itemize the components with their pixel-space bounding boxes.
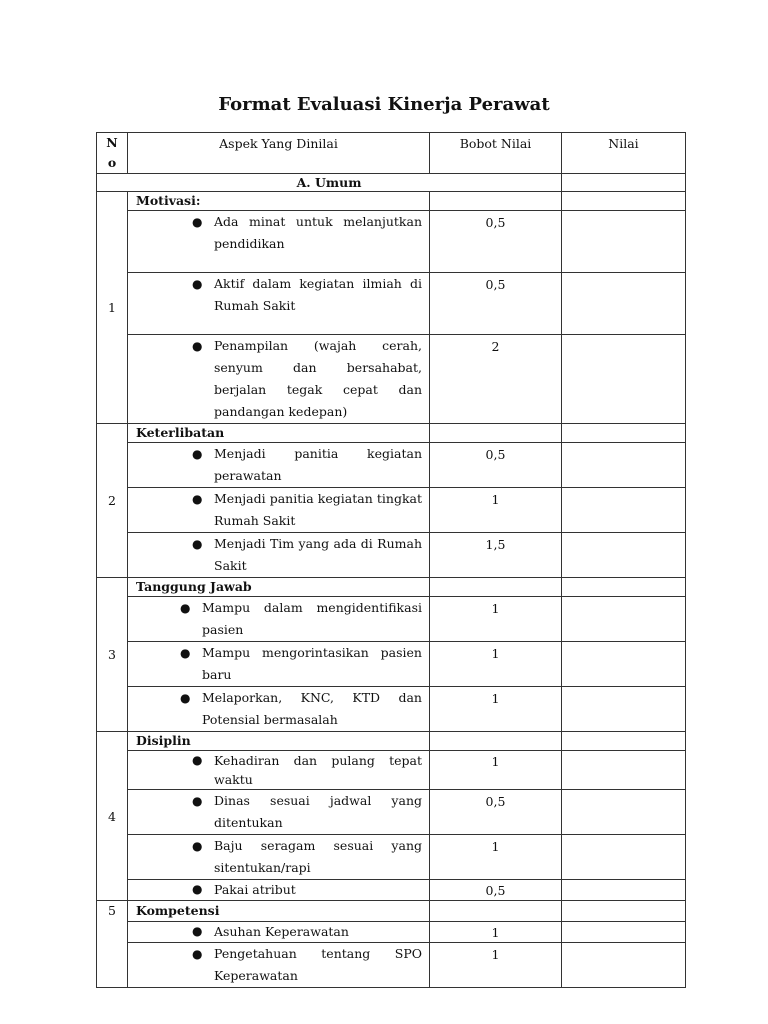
header-aspek xyxy=(128,133,430,174)
item-text: Pakai atribut xyxy=(214,882,296,897)
header-row xyxy=(97,133,686,174)
item-row xyxy=(97,273,686,335)
nilai-cell xyxy=(562,922,686,943)
header-nilai-label: Nilai xyxy=(608,136,639,151)
item-text: Menjadi Tim yang ada di Rumah Sakit xyxy=(214,536,422,573)
header-bobot xyxy=(430,133,562,174)
nilai-cell xyxy=(562,597,686,642)
bobot-value: 1 xyxy=(430,488,562,533)
bobot-value: 1 xyxy=(430,922,562,943)
item-cell xyxy=(128,443,430,488)
header-no-line2: o xyxy=(107,155,117,170)
item-text: Ada minat untuk melanjutkan pendidikan xyxy=(214,214,422,251)
item-cell xyxy=(128,533,430,578)
category-row xyxy=(97,901,686,922)
item-text: Kehadiran dan pulang tepat waktu xyxy=(214,753,422,787)
item-text: Baju seragam sesuai yang sitentukan/rapi xyxy=(214,838,422,875)
section-row xyxy=(97,174,686,192)
item-cell xyxy=(128,488,430,533)
nilai-cell xyxy=(562,174,686,192)
nilai-cell xyxy=(562,880,686,901)
bobot-value: 1 xyxy=(430,597,562,642)
item-text: Mampu dalam mengidentifikasi pasien xyxy=(202,600,422,637)
nilai-cell xyxy=(562,578,686,597)
nilai-cell xyxy=(562,533,686,578)
bobot-cell xyxy=(430,424,562,443)
bobot-value: 0,5 xyxy=(430,211,562,273)
bobot-value: 1 xyxy=(430,687,562,732)
header-no xyxy=(97,133,128,174)
item-cell xyxy=(128,687,430,732)
category-row xyxy=(97,732,686,751)
nilai-cell xyxy=(562,835,686,880)
document-title: Format Evaluasi Kinerja Perawat xyxy=(218,94,550,115)
item-text: Asuhan Keperawatan xyxy=(214,924,349,939)
bullet-icon: ● xyxy=(192,339,203,353)
category-row xyxy=(97,192,686,211)
nilai-cell xyxy=(562,443,686,488)
header-no-line1: N xyxy=(106,135,118,150)
bobot-value: 0,5 xyxy=(430,790,562,835)
item-row xyxy=(97,335,686,424)
item-row xyxy=(97,533,686,578)
bobot-value: 1 xyxy=(430,642,562,687)
bullet-icon: ● xyxy=(192,882,203,896)
item-text: Menjadi panitia kegiatan perawatan xyxy=(214,446,422,483)
bobot-value: 0,5 xyxy=(430,880,562,901)
item-row xyxy=(97,211,686,273)
nilai-cell xyxy=(562,488,686,533)
group-number: 4 xyxy=(97,732,128,901)
item-cell xyxy=(128,273,430,335)
bullet-icon: ● xyxy=(192,753,203,767)
item-row xyxy=(97,443,686,488)
item-cell xyxy=(128,335,430,424)
nilai-cell xyxy=(562,335,686,424)
bullet-icon: ● xyxy=(192,492,203,506)
item-row xyxy=(97,597,686,642)
bobot-cell xyxy=(430,192,562,211)
group-number: 2 xyxy=(97,424,128,578)
bobot-value: 1 xyxy=(430,751,562,790)
bobot-value: 2 xyxy=(430,335,562,424)
evaluation-table xyxy=(96,132,686,988)
bobot-value: 0,5 xyxy=(430,273,562,335)
bullet-icon: ● xyxy=(180,646,191,660)
nilai-cell xyxy=(562,943,686,988)
category-label: Tanggung Jawab xyxy=(128,578,430,597)
header-bobot-label: Bobot Nilai xyxy=(459,136,532,151)
bullet-icon: ● xyxy=(180,691,191,705)
item-row xyxy=(97,687,686,732)
header-nilai xyxy=(562,133,686,174)
nilai-cell xyxy=(562,273,686,335)
section-a-label: A. Umum xyxy=(97,174,562,192)
item-text: Pengetahuan tentang SPO Keperawatan xyxy=(214,946,422,983)
item-cell xyxy=(128,835,430,880)
category-row xyxy=(97,578,686,597)
bobot-cell xyxy=(430,578,562,597)
category-label: Kompetensi xyxy=(128,901,430,922)
item-text: Penampilan (wajah cerah, senyum dan bersahabat, berjalan tegak cepat dan pandangan kedepan) xyxy=(214,338,422,419)
item-text: Mampu mengorintasikan pasien baru xyxy=(202,645,422,682)
nilai-cell xyxy=(562,732,686,751)
item-text: Dinas sesuai jadwal yang ditentukan xyxy=(214,793,422,830)
nilai-cell xyxy=(562,687,686,732)
bullet-icon: ● xyxy=(192,537,203,551)
group-number: 1 xyxy=(97,192,128,424)
bullet-icon: ● xyxy=(180,601,191,615)
bullet-icon: ● xyxy=(192,924,203,938)
category-row xyxy=(97,424,686,443)
nilai-cell xyxy=(562,424,686,443)
bullet-icon: ● xyxy=(192,794,203,808)
category-label: Motivasi: xyxy=(128,192,430,211)
header-aspek-label: Aspek Yang Dinilai xyxy=(219,136,338,151)
bobot-value: 0,5 xyxy=(430,443,562,488)
item-row xyxy=(97,880,686,901)
item-cell xyxy=(128,597,430,642)
bullet-icon: ● xyxy=(192,277,203,291)
nilai-cell xyxy=(562,192,686,211)
item-cell xyxy=(128,790,430,835)
bullet-icon: ● xyxy=(192,839,203,853)
item-text: Melaporkan, KNC, KTD dan Potensial bermasalah xyxy=(202,690,422,727)
bobot-value: 1 xyxy=(430,943,562,988)
category-label: Disiplin xyxy=(128,732,430,751)
item-row xyxy=(97,488,686,533)
item-row xyxy=(97,790,686,835)
item-cell xyxy=(128,751,430,790)
item-row xyxy=(97,943,686,988)
item-cell xyxy=(128,922,430,943)
item-cell xyxy=(128,880,430,901)
item-row xyxy=(97,922,686,943)
bobot-value: 1 xyxy=(430,835,562,880)
item-cell xyxy=(128,642,430,687)
item-cell xyxy=(128,211,430,273)
item-row xyxy=(97,835,686,880)
nilai-cell xyxy=(562,211,686,273)
bobot-value: 1,5 xyxy=(430,533,562,578)
item-row xyxy=(97,751,686,790)
item-text: Aktif dalam kegiatan ilmiah di Rumah Sakit xyxy=(214,276,422,313)
bobot-cell xyxy=(430,901,562,922)
item-cell xyxy=(128,943,430,988)
nilai-cell xyxy=(562,642,686,687)
category-label: Keterlibatan xyxy=(128,424,430,443)
nilai-cell xyxy=(562,751,686,790)
bobot-cell xyxy=(430,732,562,751)
nilai-cell xyxy=(562,901,686,922)
nilai-cell xyxy=(562,790,686,835)
group-number: 5 xyxy=(97,901,128,988)
bullet-icon: ● xyxy=(192,447,203,461)
item-row xyxy=(97,642,686,687)
item-text: Menjadi panitia kegiatan tingkat Rumah Sakit xyxy=(214,491,422,528)
group-number: 3 xyxy=(97,578,128,732)
bullet-icon: ● xyxy=(192,947,203,961)
bullet-icon: ● xyxy=(192,215,203,229)
